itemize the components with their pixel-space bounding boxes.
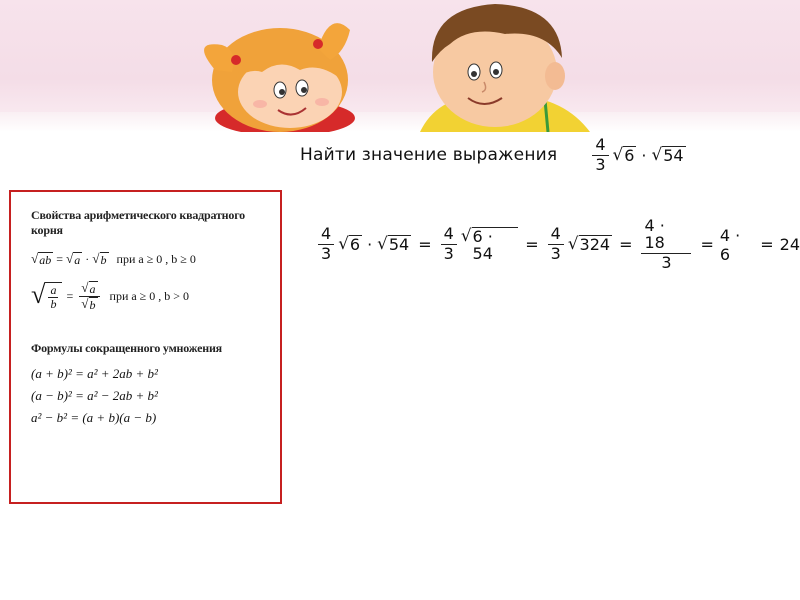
numerator: 4	[548, 226, 564, 245]
product-step: 4 · 6	[719, 225, 741, 264]
equals-sign: =	[619, 235, 633, 255]
radical: √ 54	[651, 143, 684, 165]
radicand: b	[100, 253, 107, 268]
sqrt-properties-title: Свойства арифметического квадратного корня	[31, 208, 245, 237]
denominator: 3	[595, 154, 606, 174]
radical: √ 6 · 54	[461, 227, 518, 263]
radicand: a	[89, 282, 96, 296]
fraction	[318, 226, 334, 263]
task-expression	[589, 134, 686, 174]
denominator: 3	[550, 244, 561, 264]
equals-sign: =	[66, 288, 74, 303]
reference-content	[31, 208, 276, 426]
girl-character	[204, 23, 355, 132]
condition-text: при a ≥ 0 , b > 0	[109, 288, 190, 303]
numerator: 4	[318, 226, 334, 245]
equals-sign: =	[700, 235, 714, 255]
formula-square-sum: (a + b)² = a² + 2ab + b²	[31, 366, 158, 382]
radicand	[45, 282, 62, 310]
radical: √ 324	[567, 233, 611, 255]
equals-sign: =	[760, 235, 774, 255]
fraction	[441, 226, 457, 263]
numerator: 4	[441, 226, 457, 245]
sqrt-product-rule	[31, 252, 276, 267]
numerator: a	[50, 283, 57, 297]
children-illustration	[0, 0, 800, 132]
fraction	[548, 226, 564, 263]
header-illustration	[0, 0, 800, 132]
condition-text: при a ≥ 0 , b ≥ 0	[116, 252, 196, 266]
result-value: 24	[779, 235, 800, 255]
radical: √ $\frac{a}{b}$	[31, 282, 62, 310]
denominator: 3	[321, 244, 332, 264]
multiply-operator: ·	[641, 145, 647, 165]
fraction: √ a √ b	[79, 281, 99, 311]
radicand: 54	[663, 145, 684, 165]
fraction	[641, 218, 691, 271]
radical: √ ab	[31, 251, 52, 268]
radicand: b	[89, 297, 96, 312]
numerator: 4	[592, 137, 608, 156]
multiply-operator: ·	[85, 252, 90, 266]
radicand: 6	[349, 235, 361, 255]
radical: √ a	[66, 251, 81, 268]
radical: √ 6	[338, 233, 361, 255]
radical: √ 6	[612, 143, 635, 165]
numerator: 4 · 18	[641, 218, 691, 254]
solution-expression	[315, 218, 800, 271]
radicand: a	[74, 253, 81, 268]
radicand: 54	[388, 235, 410, 255]
denominator: b	[50, 296, 57, 311]
equals-sign: =	[418, 235, 432, 255]
radical: √ 54	[377, 233, 410, 255]
radicand: 6	[624, 145, 635, 165]
formulas-title: Формулы сокращенного умножения	[31, 341, 222, 356]
fraction	[48, 284, 58, 310]
radicand: 6 · 54	[472, 227, 519, 263]
radicand: 324	[579, 235, 611, 255]
sqrt-quotient-rule	[31, 281, 276, 311]
formula-difference-of-squares: a² − b² = (a + b)(a − b)	[31, 410, 157, 426]
equals-sign: =	[525, 235, 539, 255]
fraction	[592, 134, 608, 174]
radical: √ b	[92, 251, 107, 268]
radicand: ab	[39, 253, 52, 268]
denominator: 3	[661, 252, 672, 272]
denominator: 3	[443, 244, 454, 264]
equals-sign: =	[56, 252, 64, 266]
formula-square-difference: (a − b)² = a² − 2ab + b²	[31, 388, 158, 404]
task-line	[300, 130, 687, 180]
reference-box	[9, 190, 282, 504]
boy-character	[420, 4, 590, 132]
task-label: Найти значение выражения	[300, 145, 558, 165]
multiply-operator: ·	[367, 235, 373, 255]
